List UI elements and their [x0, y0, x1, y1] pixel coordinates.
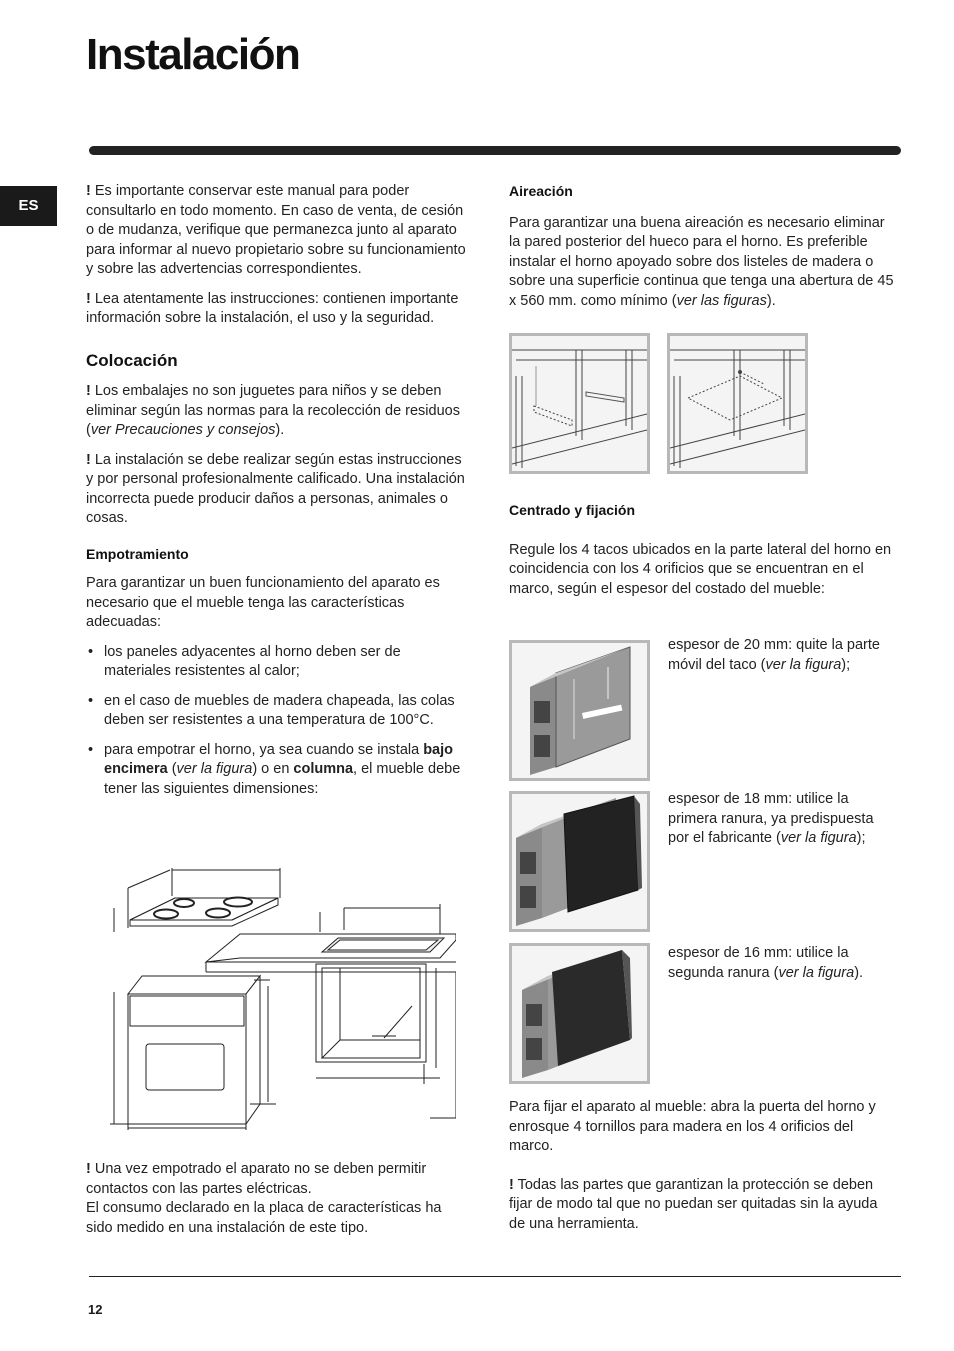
right-column	[509, 182, 894, 321]
bracket-figure-16mm	[509, 943, 650, 1084]
caption-18mm	[668, 790, 888, 849]
warning-icon: !	[86, 183, 91, 199]
subheading-aireacion: Aireación	[509, 183, 573, 199]
ventilation-figure-battens	[509, 333, 650, 474]
paragraph-text: Para garantizar una buena aireación es necesario eliminar la pared posterior del hueco para el horno. Es preferible instalar el horno apoyado sobre dos listeles de madera o sobre una superficie continua que tenga una abertura de 45 x 560 mm. como mínimo (	[509, 214, 894, 309]
installation-dimensions-figure	[100, 868, 456, 1132]
caption-text: espesor de 20 mm: quite la parte móvil del taco (	[668, 637, 880, 673]
list-item: • los paneles adyacentes al horno deben ser de materiales resistentes al calor;	[86, 643, 468, 682]
cross-reference: ver la figura	[176, 761, 253, 777]
paragraph-consumption: El consumo declarado en la placa de características ha sido medido en una instalación de este tipo.	[86, 1200, 442, 1236]
paragraph-text: Es importante conservar este manual para poder consultarlo en todo momento. En caso de venta, de cesión o de mudanza, verifique que permanezca junto al aparato para informar al nuevo propietario sobre su funcionamiento y sobre las advertencias correspondientes.	[86, 183, 466, 277]
requirements-list	[86, 643, 468, 800]
warning-icon: !	[86, 451, 91, 468]
paragraph-text: ).	[766, 292, 776, 309]
paragraph-text: Todas las partes que garantizan la protección se deben fijar de modo tal que no puedan ser quitadas sin la ayuda de una herramienta.	[509, 1176, 878, 1232]
warning-icon: !	[86, 1161, 91, 1177]
bottom-rule	[89, 1276, 901, 1277]
list-text: para empotrar el horno, ya sea cuando se instala	[104, 741, 424, 758]
ventilation-figure-continuous	[667, 333, 808, 474]
right-column-centrado	[509, 501, 894, 609]
caption-20mm	[668, 636, 888, 675]
warning-icon: !	[86, 383, 91, 399]
caption-text: ).	[854, 964, 864, 981]
paragraph-packaging	[86, 382, 468, 441]
subheading-centrado: Centrado y fijación	[509, 502, 636, 518]
subheading-empotramiento: Empotramiento	[86, 545, 189, 562]
caption-text: espesor de 16 mm: utilice la segunda ranura (	[668, 945, 849, 981]
caption-text: espesor de 18 mm: utilice la primera ranura, ya predispuesta por el fabricante (	[668, 791, 874, 846]
warning-icon: !	[509, 1176, 514, 1193]
left-column	[86, 182, 468, 809]
right-column-bottom	[509, 1098, 894, 1244]
bracket-figure-20mm	[509, 640, 650, 781]
paragraph-professional-install	[86, 451, 468, 529]
bracket-figure-18mm	[509, 791, 650, 932]
top-rule	[89, 146, 901, 155]
cross-reference: ver Precauciones y consejos	[90, 422, 276, 438]
list-bold: columna	[293, 761, 354, 777]
language-tab: ES	[0, 186, 57, 226]
paragraph-text: ).	[275, 422, 285, 438]
caption-16mm	[668, 944, 888, 983]
cross-reference: ver la figura	[778, 964, 855, 981]
paragraph-read-instructions	[86, 290, 468, 329]
section-heading-colocacion: Colocación	[86, 350, 178, 370]
left-column-bottom	[86, 1160, 468, 1238]
paragraph-text: Los embalajes no son juguetes para niños y se deben eliminar según las normas para la recolección de residuos (	[86, 383, 460, 438]
caption-text: );	[856, 830, 866, 846]
cross-reference: ver la figura	[765, 656, 842, 673]
list-item: • en el caso de muebles de madera chapeada, las colas deben ser resistentes a una temperatura de 100°C.	[86, 692, 468, 731]
paragraph-ventilation	[509, 214, 894, 312]
list-bold: bajo encimera	[104, 741, 454, 777]
paragraph-text: Una vez empotrado el aparato no se deben permitir contactos con las partes eléctricas.	[86, 1161, 427, 1197]
page-title: Instalación	[86, 30, 300, 79]
page-number: 12	[88, 1302, 103, 1317]
paragraph-fixing: Para fijar el aparato al mueble: abra la puerta del horno y enrosque 4 tornillos para madera en los 4 orificios del marco.	[509, 1099, 876, 1154]
paragraph-requirements: Para garantizar un buen funcionamiento del aparato es necesario que el mueble tenga las características adecuadas:	[86, 575, 440, 630]
caption-text: );	[841, 656, 851, 673]
paragraph-protection	[509, 1176, 894, 1235]
paragraph-keep-manual	[86, 182, 468, 280]
warning-icon: !	[86, 290, 91, 307]
list-item	[86, 741, 468, 800]
cross-reference: ver la figura	[780, 830, 857, 846]
cross-reference: ver las figuras	[676, 292, 767, 309]
paragraph-electrical	[86, 1160, 468, 1199]
paragraph-text: Lea atentamente las instrucciones: contienen importante información sobre la instalación, el uso y la seguridad.	[86, 290, 459, 326]
paragraph-text: La instalación se debe realizar según estas instrucciones y por personal profesionalmente calificado. Una instalación incorrecta puede producir daños a personas, animales o cosas.	[86, 451, 465, 526]
paragraph-adjust-blocks: Regule los 4 tacos ubicados en la parte lateral del horno en coincidencia con los 4 orificios que se encuentran en el marco, según el espesor del costado del mueble:	[509, 541, 892, 597]
list-text: (	[167, 761, 177, 777]
list-text: ) o en	[252, 761, 294, 777]
list-text: , el mueble debe tener las siguientes dimensiones:	[104, 761, 461, 797]
